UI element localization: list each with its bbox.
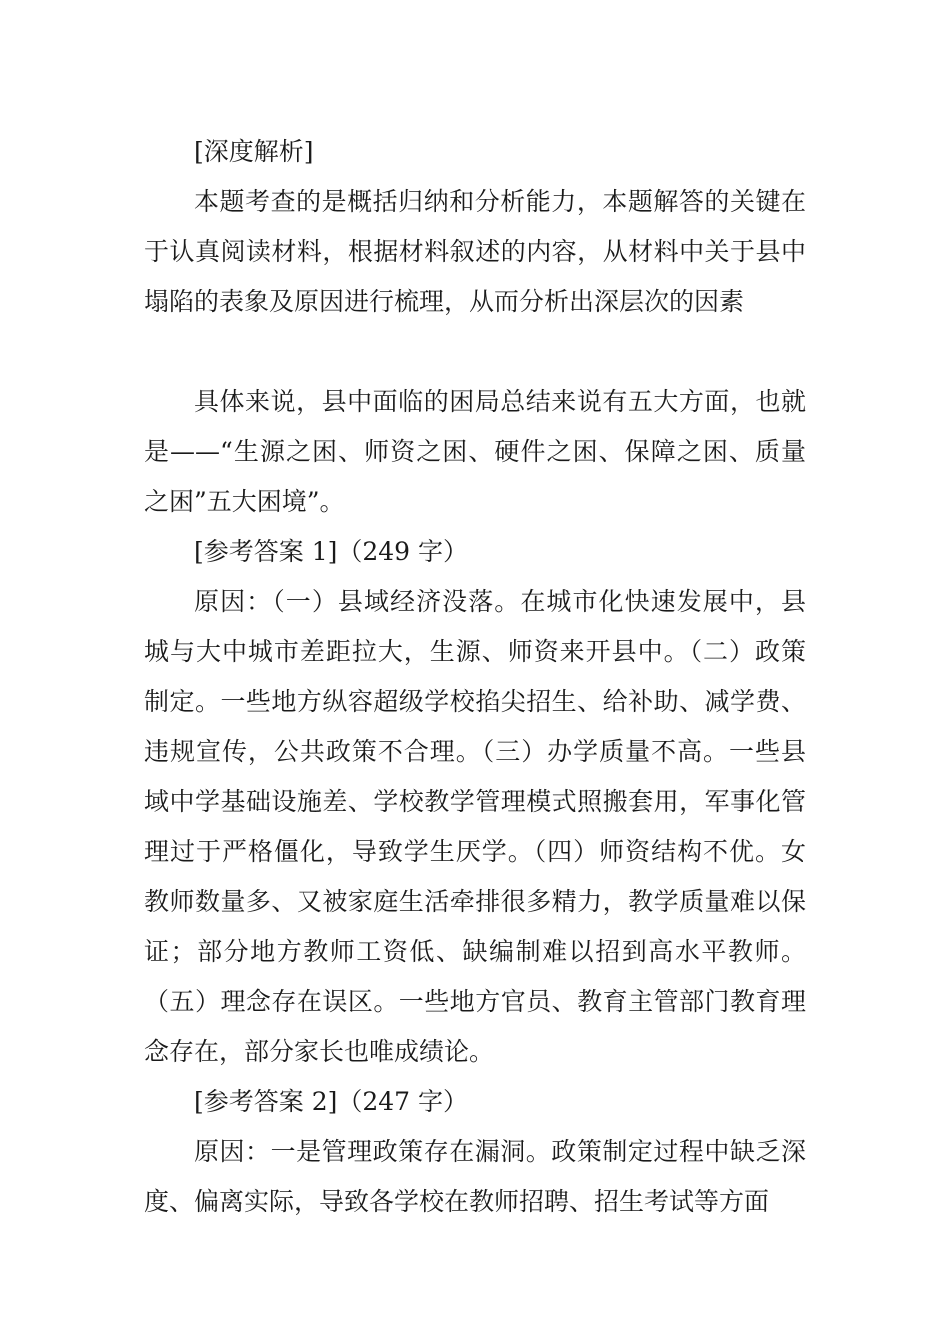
analysis-paragraph-1: 本题考查的是概括归纳和分析能力，本题解答的关键在于认真阅读材料，根据材料叙述的内容，从材料中关于县中塌陷的表象及原因进行梳理，从而分析出深层次的因素: [144, 187, 806, 316]
analysis-paragraph-2: 具体来说，县中面临的困局总结来说有五大方面，也就是——“生源之困、师资之困、硬件之困、保障之困、质量之困”五大困境”。: [144, 387, 806, 516]
document-body: [144, 127, 806, 1227]
answer-1-body: 原因：（一）县域经济没落。在城市化快速发展中，县城与大中城市差距拉大，生源、师资来开县中。（二）政策制定。一些地方纵容超级学校掐尖招生、给补助、减学费、违规宣传，公共政策不合理。（三）办学质量不高。一些县域中学基础设施差、学校教学管理模式照搬套用，军事化管理过于严格僵化，导致学生厌学。（四）师资结构不优。女教师数量多、又被家庭生活牵排很多精力，教学质量难以保证；部分地方教师工资低、缺编制难以招到高水平教师。（五）理念存在误区。一些地方官员、教育主管部门教育理念存在，部分家长也唯成绩论。: [144, 587, 806, 1066]
answer-2-body: 原因：一是管理政策存在漏洞。政策制定过程中缺乏深度、偏离实际，导致各学校在教师招聘、招生考试等方面: [144, 1137, 806, 1216]
analysis-heading: [深度解析]: [194, 137, 314, 166]
answer-2-heading: [参考答案 2]（247 字）: [194, 1087, 469, 1116]
answer-1-heading: [参考答案 1]（249 字）: [194, 537, 469, 566]
